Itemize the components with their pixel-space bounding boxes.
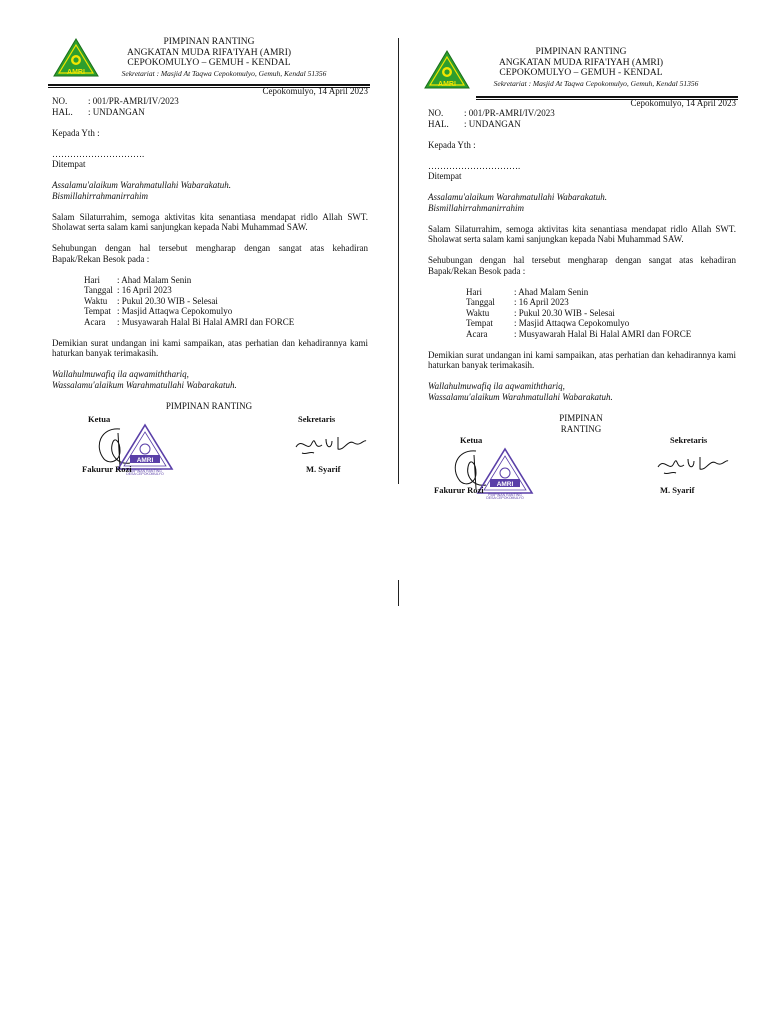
event-row: Tanggal : 16 April 2023 bbox=[84, 285, 172, 295]
event-row: Hari : Ahad Malam Senin bbox=[466, 286, 589, 297]
sekretaris-signature-icon bbox=[654, 451, 730, 477]
recipient-dots: …………………………. bbox=[52, 148, 145, 159]
hal-label: HAL. bbox=[52, 106, 73, 117]
signature-heading-2: RANTING bbox=[560, 423, 602, 434]
kop-line-3: CEPOKOMULYO – GEMUH - KENDAL bbox=[499, 68, 663, 78]
recipient-label: Kepada Yth : bbox=[52, 127, 100, 138]
sekretaris-label: Sekretaris bbox=[298, 414, 336, 424]
paragraph-2: Sehubungan dengan hal tersebut mengharap dengan sangat atas kehadiran Bapak/Rekan Besok pada : bbox=[428, 255, 736, 276]
ketua-name: Fakurur Rozi bbox=[82, 464, 132, 474]
subject-row bbox=[52, 107, 368, 118]
sekretaris-name: M. Syarif bbox=[660, 485, 695, 495]
event-details bbox=[84, 275, 368, 328]
recipient-dots: …………………………. bbox=[428, 160, 521, 171]
page-divider-top bbox=[398, 38, 399, 484]
event-row: Tanggal : 16 April 2023 bbox=[466, 297, 569, 307]
signature-heading: PIMPINAN RANTING bbox=[165, 401, 253, 411]
ketua-label: Ketua bbox=[460, 435, 483, 445]
svg-text:AMRI: AMRI bbox=[496, 481, 514, 488]
kop-line-2: ANGKATAN MUDA RIFA'IYAH (AMRI) bbox=[126, 47, 292, 58]
kop-line-1: PIMPINAN RANTING bbox=[163, 37, 255, 47]
hal-label: HAL. bbox=[428, 118, 449, 129]
no-label: NO. bbox=[52, 96, 68, 106]
ditempat: Ditempat bbox=[52, 159, 86, 169]
number-row bbox=[52, 96, 368, 107]
kop-secretariat: Sekretariat : Masjid At Taqwa Cepokomulyo, Gemuh, Kendal 51356 bbox=[121, 68, 327, 78]
subject-row bbox=[428, 119, 736, 130]
event-details bbox=[466, 287, 736, 340]
closing-2: Wassalamu'alaikum Warahmatullahi Wabarakatuh. bbox=[428, 391, 613, 402]
event-row: Acara : Musyawarah Halal Bi Halal AMRI dan FORCE bbox=[84, 316, 295, 327]
paragraph-3: Demikian surat undangan ini kami sampaikan, atas perhatian dan kehadirannya kami haturkan banyak terimakasih. bbox=[52, 337, 368, 358]
organization-stamp-icon bbox=[476, 447, 534, 499]
kop-secretariat: Sekretariat : Masjid At Taqwa Cepokomulyo, Gemuh, Kendal 51356 bbox=[493, 78, 699, 88]
hal-value: : UNDANGAN bbox=[88, 106, 145, 117]
basmalah: Bismillahirrahmanirrahim bbox=[428, 202, 525, 213]
sekretaris-label: Sekretaris bbox=[670, 435, 708, 445]
recipient-label: Kepada Yth : bbox=[428, 139, 476, 150]
svg-text:AMRI: AMRI bbox=[136, 457, 154, 464]
signature-block bbox=[48, 401, 370, 475]
svg-text:PIMPINAN RANTING: PIMPINAN RANTING bbox=[128, 469, 162, 473]
event-row: Tempat : Masjid Attaqwa Cepokomulyo bbox=[466, 318, 630, 328]
no-value: : 001/PR-AMRI/IV/2023 bbox=[88, 96, 179, 106]
kop-line-1: PIMPINAN RANTING bbox=[535, 47, 627, 57]
event-row: Acara : Musyawarah Halal Bi Halal AMRI dan FORCE bbox=[466, 328, 692, 339]
logo-text: AMRI bbox=[438, 81, 456, 88]
logo-text: AMRI bbox=[67, 69, 85, 76]
paragraph-2: Sehubungan dengan hal tersebut mengharap dengan sangat atas kehadiran Bapak/Rekan Besok pada : bbox=[52, 243, 368, 264]
paragraph-1: Salam Silaturrahim, semoga aktivitas kita senantiasa mendapat ridlo Allah SWT. Sholawat serta salam kami sanjungkan kepada Nabi Muhammad SAW. bbox=[52, 211, 368, 232]
sekretaris-name: M. Syarif bbox=[306, 464, 341, 474]
signature-heading-1: PIMPINAN bbox=[559, 413, 603, 423]
no-value: : 001/PR-AMRI/IV/2023 bbox=[464, 108, 555, 118]
basmalah: Bismillahirrahmanirrahim bbox=[52, 190, 149, 201]
opening-greeting: Assalamu'alaikum Warahmatullahi Wabarakatuh. bbox=[428, 192, 608, 202]
paragraph-3: Demikian surat undangan ini kami sampaikan, atas perhatian dan kehadirannya kami haturkan banyak terimakasih. bbox=[428, 349, 736, 370]
sekretaris-signature-icon bbox=[292, 431, 368, 457]
svg-text:DESA CEPOKOMULYO: DESA CEPOKOMULYO bbox=[126, 472, 164, 475]
kop-line-3: CEPOKOMULYO – GEMUH - KENDAL bbox=[127, 58, 291, 68]
ditempat: Ditempat bbox=[428, 171, 462, 181]
ketua-label: Ketua bbox=[88, 414, 111, 424]
letterhead bbox=[48, 0, 370, 90]
letter-body bbox=[52, 96, 368, 390]
closing-1: Wallahulmuwafiq ila aqwamiththariq, bbox=[52, 369, 189, 379]
opening-greeting: Assalamu'alaikum Warahmatullahi Wabarakatuh. bbox=[52, 180, 232, 190]
no-label: NO. bbox=[428, 108, 444, 118]
svg-text:DESA CEPOKOMULYO: DESA CEPOKOMULYO bbox=[486, 496, 524, 499]
paragraph-1: Salam Silaturrahim, semoga aktivitas kita senantiasa mendapat ridlo Allah SWT. Sholawat serta salam kami sanjungkan kepada Nabi Muhammad SAW. bbox=[428, 223, 736, 244]
event-row: Waktu : Pukul 20.30 WIB - Selesai bbox=[466, 307, 615, 318]
letterhead bbox=[424, 0, 738, 90]
hal-value: : UNDANGAN bbox=[464, 118, 521, 129]
event-row: Tempat : Masjid Attaqwa Cepokomulyo bbox=[84, 306, 233, 316]
number-row bbox=[428, 108, 736, 119]
event-row: Hari : Ahad Malam Senin bbox=[84, 274, 192, 285]
event-row: Waktu : Pukul 20.30 WIB - Selesai bbox=[84, 295, 218, 306]
page-divider-bottom bbox=[398, 580, 399, 606]
closing-2: Wassalamu'alaikum Warahmatullahi Wabarakatuh. bbox=[52, 379, 237, 390]
closing-1: Wallahulmuwafiq ila aqwamiththariq, bbox=[428, 381, 565, 391]
ketua-name: Fakurur Rozi bbox=[434, 485, 484, 495]
signature-block bbox=[424, 413, 738, 499]
place-date: Cepokomulyo, 14 April 2023 bbox=[630, 98, 736, 108]
svg-text:PIMPINAN RANTING: PIMPINAN RANTING bbox=[488, 493, 522, 497]
letter-body bbox=[428, 108, 736, 402]
place-date: Cepokomulyo, 14 April 2023 bbox=[262, 86, 368, 96]
kop-line-2: ANGKATAN MUDA RIFA'IYAH (AMRI) bbox=[498, 57, 664, 68]
